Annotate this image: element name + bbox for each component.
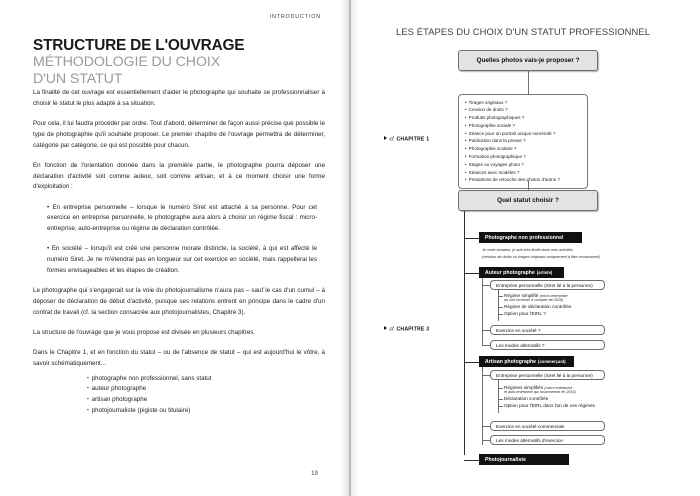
connector-line [498, 388, 503, 389]
connector-line [528, 71, 529, 94]
list-item: ▪ photographe non professionnel, sans statut [87, 374, 325, 385]
title-subtitle-line2: D'UN STATUT [33, 70, 123, 87]
paragraph: • En entreprise personnelle – lorsque le numéro Siret est attaché à sa personne. Pour cet exercice en entreprise personnelle, le photographe aura alors à choisir un régime fiscal : micro-entreprise, auto-entreprise ou régime de déclaration contrôlée. [47, 203, 317, 232]
list-item: • Photographie scolaire ? [465, 145, 582, 153]
connector-line [482, 345, 490, 346]
section-header-photojournaliste [479, 454, 569, 465]
sub-item-note: (micro-entreprise [544, 385, 573, 390]
list-item: • Formation photographique ? [465, 153, 582, 161]
list-item: • Stages ou voyages photo ? [465, 161, 582, 169]
chapter-label: CHAPITRE 3 [396, 326, 430, 333]
connector-line [482, 426, 490, 427]
list-item: • Tirages originaux ? [465, 99, 582, 107]
connector-line [482, 375, 490, 376]
chapter-label: CHAPITRE 1 [396, 136, 430, 143]
chapter-reference-1 [384, 136, 429, 143]
list-item: • Cession de droits ? [465, 106, 582, 114]
connector-line [482, 440, 490, 441]
option-box-modes-alternatifs-exercice: Les modes alternatifs d'exercice [490, 435, 605, 445]
list-item: • Produits photographiques ? [465, 114, 582, 122]
section-header-photographe-non-professionnel [479, 232, 582, 243]
section-title: Photographe non professionnel [485, 234, 564, 241]
photo-types-list [458, 94, 588, 189]
sub-spine-line [482, 367, 483, 445]
section-header-auteur-photographe [479, 267, 564, 278]
option-box-exercice-societe-commerciale: Exercice en société commerciale [490, 421, 605, 431]
connector-line [498, 314, 503, 315]
triangle-marker-icon [384, 326, 387, 330]
list-item: • Prestations de retouche des photos d'autrui ? [465, 176, 582, 184]
right-page [351, 0, 700, 496]
list-item: ▪ auteur photographe [87, 384, 325, 395]
title-main: STRUCTURE DE L'OUVRAGE [33, 37, 245, 54]
section-title-suffix: (artiste) [536, 270, 553, 275]
running-head: INTRODUCTION [269, 14, 321, 20]
branch-line [464, 460, 479, 461]
status-bullet-list [87, 374, 325, 418]
list-item: • Photographie sociale ? [465, 122, 582, 130]
indented-paragraph [47, 203, 317, 235]
section-title: Artisan photographe [485, 358, 537, 365]
sub-item-label: Régimes simplifiés [504, 384, 544, 390]
section-title: Auteur photographe [485, 269, 535, 276]
section-title: Photojournaliste [485, 456, 526, 463]
connector-line [482, 285, 490, 286]
paragraph: En fonction de l'orientation donnée dans la première partie, le photographe pourra déposer une déclaration d'activité soit comme auteur, soit comme artisan, et à ce moment choisir une forme d'exploitation : [33, 161, 325, 191]
paragraph: Le photographe qui s'engagerait sur la voie du photojournalisme n'aura pas – sauf le cas d'un cumul – à déposer de déclaration de début d'activité, puisque ses relations entrent en principe dans le cadre d'un contrat de travail (cf. la section consacrée aux photojournalistes, Chapitre 3). [33, 287, 325, 316]
section-title-suffix: (commerçant) [538, 359, 566, 364]
page-title [33, 38, 323, 87]
box-quel-statut: Quel statut choisir ? [458, 190, 598, 211]
box-quelles-photos: Quelles photos vais-je proposer ? [458, 50, 598, 71]
sub-branch-line [498, 380, 499, 413]
annotation-line-1: Je reste amateur, je suis très limité dans mes activités [482, 248, 573, 252]
indented-paragraph [47, 244, 317, 276]
chapter-reference-3 [384, 326, 429, 333]
list-item: • Séances avec modèles ? [465, 169, 582, 177]
title-subtitle-line1: MÉTHODOLOGIE DU CHOIX [33, 54, 221, 71]
branch-line [464, 362, 479, 363]
sub-item-declaration-controlee: Régime de déclaration contrôlée [504, 303, 572, 309]
body-column [33, 88, 325, 417]
option-box-modes-alternatifs-auteur: Les modes alternatifs ? [490, 340, 605, 350]
sub-item-option-eirl: Option pour l'EIRL ? [504, 310, 546, 316]
cf-label: cf. [389, 326, 395, 333]
connector-line [498, 296, 503, 297]
annotation-line-2: (cession de droits ou tirages originaux uniquement à titre occasionnel) [482, 254, 600, 259]
option-box-entreprise-personnelle-artisan: Entreprise personnelle (Siret lié à la personne) [490, 370, 605, 380]
paragraph: • En société – lorsqu'il est créé une personne morale distincte, la société, à qui est affecté le numéro Siret. Je ne m'étendrai pas en longueur sur cet exercice en société, mais rappellerai les formes envisageables et les étapes de création. [47, 245, 317, 274]
branch-line [464, 273, 479, 274]
left-page [0, 0, 349, 496]
list-item: ▪ artisan photographe [87, 395, 325, 406]
sub-item-note-continued: et auto-entreprise qui fusionneront en 2016) [504, 390, 576, 394]
branch-line [464, 238, 479, 239]
main-spine-line [464, 211, 465, 455]
sub-item-note: (micro-entreprise [539, 293, 568, 298]
sub-item-option-eirl-artisan: Option pour l'EIRL dans l'un de ces régimes [504, 402, 595, 408]
connector-line [482, 330, 490, 331]
sub-spine-line [482, 330, 483, 345]
connector-line [498, 406, 503, 407]
triangle-marker-icon [384, 136, 387, 140]
gutter-shadow-left [340, 0, 349, 496]
paragraph: La finalité de cet ouvrage est essentiellement d'aider le photographe qui souhaite se professionnaliser à choisir le statut le plus adapté à sa situation. [33, 89, 325, 107]
paragraph: La structure de l'ouvrage que je vous propose est divisée en plusieurs chapitres. [33, 328, 256, 336]
option-box-exercice-societe-auteur: Exercice en société ? [490, 325, 605, 335]
list-item: ▪ photojournaliste (pigiste ou titulaire) [87, 406, 325, 417]
paragraph: Pour cela, il lui faudra procéder par ordre. Tout d'abord, déterminer de façon aussi précise que possible le type de photographie qu'il souhaite proposer. Le premier chapitre de l'ouvrage permettra de déterminer, catégorie par catégorie, ce qui est possible pour chacun. [33, 120, 325, 149]
sub-branch-line [498, 290, 499, 321]
option-box-entreprise-personnelle-auteur: Entreprise personnelle (Siret lié à la personne) [490, 280, 605, 290]
connector-line [498, 399, 503, 400]
section-header-artisan-photographe [479, 356, 574, 367]
sub-item-note-continued: au sort incertain à compter de 2016) [504, 298, 564, 302]
connector-line [498, 307, 503, 308]
flowchart-title: LES ÉTAPES DU CHOIX D'UN STATUT PROFESSIONNEL [396, 26, 651, 37]
paragraph: Dans le Chapitre 1, et en fonction du statut – ou de l'absence de statut – qui est aujourd'hui le vôtre, à savoir schématiquement... [33, 349, 325, 367]
cf-label: cf. [389, 136, 395, 143]
sub-item-declaration-controlee-artisan: Déclaration contrôlée [504, 395, 549, 401]
list-item: • Publication dans la presse ? [465, 137, 582, 145]
sub-item-label: Régime simplifié [504, 292, 539, 298]
list-item: • Séance pour un portrait unique numéroté ? [465, 130, 582, 138]
page-number: 19 [311, 470, 318, 477]
